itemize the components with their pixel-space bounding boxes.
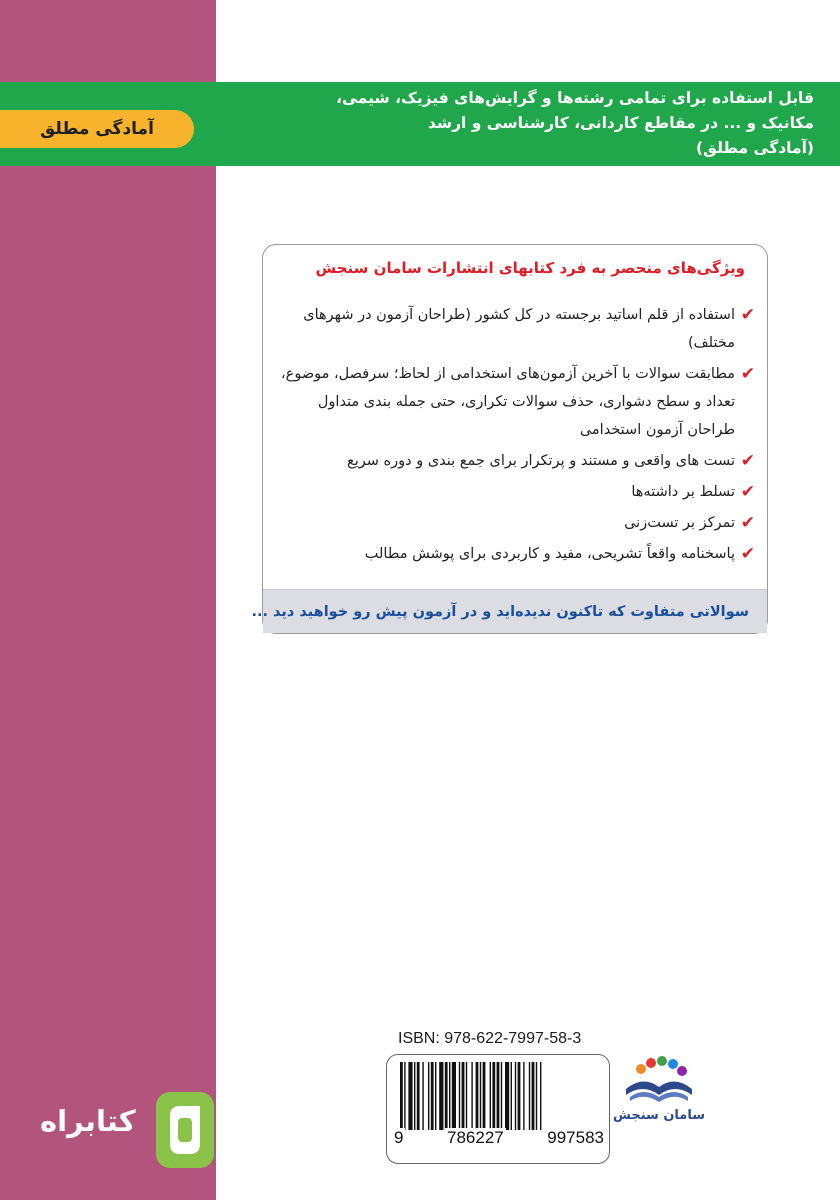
barcode-bar <box>518 1062 521 1130</box>
barcode-bar <box>505 1062 509 1130</box>
barcode-bar <box>480 1062 481 1130</box>
barcode-digits <box>392 1128 606 1148</box>
barcode-digit-group: 997583 <box>547 1128 604 1147</box>
barcode-bar <box>422 1062 423 1130</box>
checkmark-icon: ✔ <box>740 364 755 384</box>
feature-item <box>277 447 755 475</box>
feature-item <box>277 301 755 357</box>
barcode-bar <box>497 1062 500 1130</box>
open-book-with-people-icon <box>626 1056 692 1102</box>
barcode-bar <box>523 1062 524 1130</box>
barcode-bar <box>452 1062 456 1130</box>
barcode <box>396 1062 600 1132</box>
feature-item <box>277 509 755 537</box>
barcode-bar <box>439 1062 443 1130</box>
feature-text: مطابقت سوالات با آخرین آزمون‌های استخدامی از لحاظ؛ سرفصل، موضوع، تعداد و سطح دشواری، حذف سوالات تکراری، حتی جمله بندی متداول طراحان آزمون استخدامی <box>281 366 735 438</box>
brand-name: کتابراه <box>40 1104 136 1138</box>
publisher-logo <box>612 1055 706 1135</box>
audience-line: (آمادگی مطلق) <box>696 139 814 157</box>
barcode-bar <box>417 1062 420 1130</box>
barcode-bar <box>515 1062 516 1130</box>
feature-item <box>277 540 755 568</box>
features-box <box>251 244 768 634</box>
checkmark-icon: ✔ <box>740 513 755 533</box>
barcode-bar <box>428 1062 429 1130</box>
features-title: ویژگی‌های منحصر به فرد کتابهای انتشارات سامان سنجش <box>315 259 745 277</box>
barcode-bar <box>490 1062 491 1130</box>
barcode-bar <box>459 1062 460 1130</box>
barcode-bar <box>414 1062 415 1130</box>
checkmark-icon: ✔ <box>740 482 755 502</box>
feature-list <box>277 301 755 571</box>
cover-spine <box>0 0 216 1200</box>
barcode-bar <box>462 1062 465 1130</box>
barcode-bar <box>476 1062 479 1130</box>
barcode-bar <box>511 1062 512 1130</box>
feature-text: تمرکز بر تست‌زنی <box>624 515 735 531</box>
feature-text: استفاده از قلم اساتید برجسته در کل کشور (طراحان آزمون در شهرهای مختلف) <box>303 307 735 351</box>
barcode-digit-group: 9 <box>394 1128 404 1147</box>
feature-item <box>277 478 755 506</box>
feature-text: تست های واقعی و مستند و پرتکرار برای جمع بندی و دوره سریع <box>347 453 735 469</box>
audience-line: مکانیک و ... در مقاطع کاردانی، کارشناسی و ارشد <box>427 114 814 132</box>
barcode-bar <box>492 1062 495 1130</box>
features-footer: سوالاتی متفاوت که تاکنون ندیده‌اید و در آزمون پیش رو خواهید دید ... <box>263 589 767 633</box>
audience-description <box>220 86 814 161</box>
barcode-bar <box>532 1062 535 1130</box>
barcode-bar <box>400 1062 403 1130</box>
checkmark-icon: ✔ <box>740 305 755 325</box>
checkmark-icon: ✔ <box>740 451 755 471</box>
barcode-bar <box>404 1062 405 1130</box>
barcode-bar <box>529 1062 530 1130</box>
barcode-bar <box>471 1062 472 1130</box>
barcode-bar <box>466 1062 467 1130</box>
publisher-name: سامان سنجش <box>612 1108 706 1123</box>
barcode-bar <box>408 1062 412 1130</box>
feature-text: تسلط بر داشته‌ها <box>631 484 735 500</box>
feature-item <box>277 360 755 444</box>
audience-line: قابل استفاده برای تمامی رشته‌ها و گرایش‌های فیزیک، شیمی، <box>336 89 814 107</box>
barcode-bar <box>445 1062 448 1130</box>
feature-text: پاسخنامه واقعاً تشریحی، مفید و کاربردی برای پوشش مطالب <box>364 546 735 562</box>
barcode-bar <box>501 1062 502 1130</box>
checkmark-icon: ✔ <box>740 544 755 564</box>
barcode-bar <box>449 1062 450 1130</box>
barcode-digit-group: 786227 <box>447 1128 504 1147</box>
series-tag: آمادگی مطلق <box>0 110 194 148</box>
barcode-bar <box>435 1062 436 1130</box>
barcode-bar <box>540 1062 541 1130</box>
barcode-bar <box>431 1062 434 1130</box>
barcode-bar <box>483 1062 486 1130</box>
isbn-label: ISBN: 978-622-7997-58-3 <box>398 1030 582 1047</box>
barcode-bar <box>536 1062 537 1130</box>
